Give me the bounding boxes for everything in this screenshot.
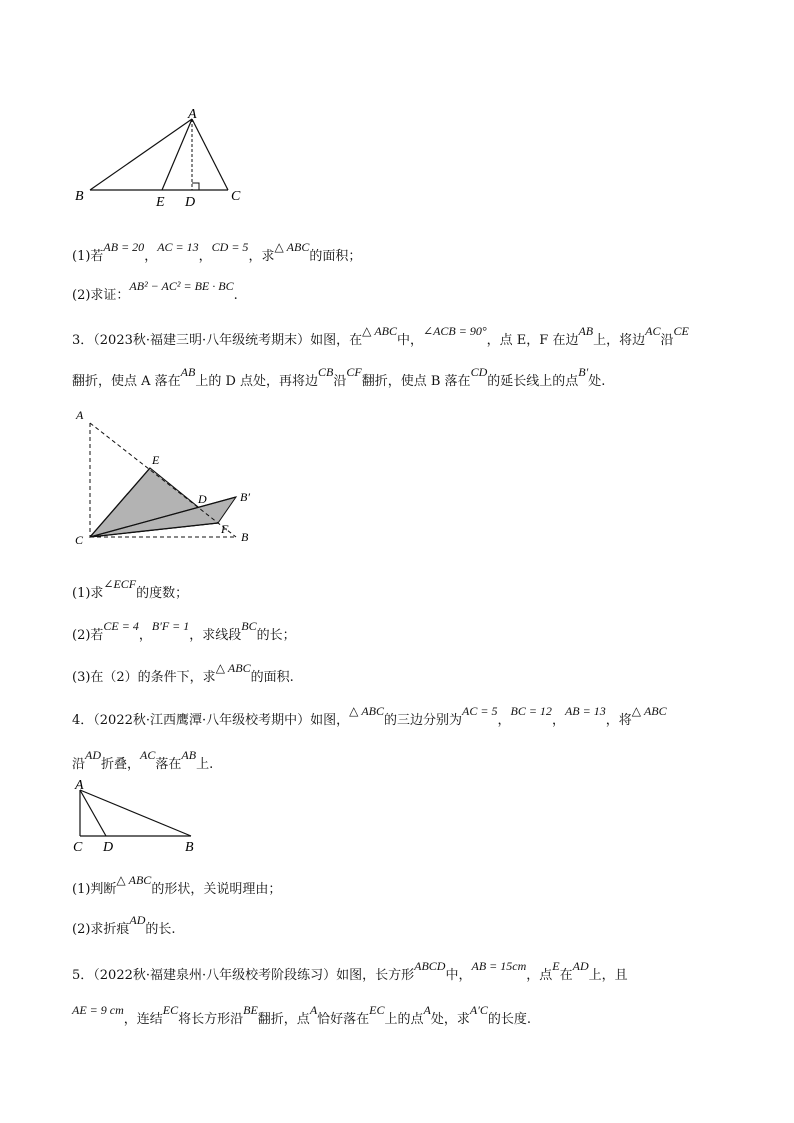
label-e: E	[156, 195, 165, 210]
label-b: B	[75, 189, 84, 204]
label-a: A	[75, 778, 84, 793]
label-d: D	[185, 195, 196, 210]
label-b: B	[241, 530, 249, 544]
label-a: A	[76, 408, 84, 422]
q2-part2: (2)求证：AB² − AC² = BE · BC.	[72, 279, 238, 303]
q4-stem-line2: 沿AD折叠，AC落在AB上.	[72, 748, 214, 772]
label-d: D	[103, 840, 114, 855]
q5-stem-line1: 5．（2022秋·福建泉州·八年级校考阶段练习）如图，长方形ABCD中，AB = 15cm，点E在AD上，且	[72, 959, 628, 983]
q5-stem-line2: AE = 9 cm，连结EC将长方形沿BE翻折，点A恰好落在EC上的点A处，求A′C的长度.	[72, 1003, 531, 1027]
q4-stem-line1: 4．（2022秋·江西鹰潭·八年级校考期中）如图，△ ABC的三边分别为AC = 5，BC = 12，AB = 13，将△ ABC	[72, 704, 667, 728]
q4-part1: (1)判断△ ABC的形状，关说明理由；	[72, 873, 282, 897]
label-e: E	[152, 453, 160, 467]
q3-part1: (1)求∠ECF的度数；	[72, 577, 189, 601]
q3-stem-line2: 翻折，使点 A 落在AB上的 D 点处，再将边CB沿CF翻折，使点 B 落在CD的延长线上的点B′处.	[72, 365, 606, 389]
label-a: A	[188, 107, 197, 122]
label-c: C	[75, 533, 84, 547]
q2-part1: (1)若AB = 20，AC = 13，CD = 5，求△ ABC的面积；	[72, 240, 362, 264]
q3-stem-line1: 3．（2023秋·福建三明·八年级统考期末）如图，在△ ABC中，∠ACB = 90°，点 E，F 在边AB上，将边AC沿CE	[72, 324, 689, 348]
label-f: F	[221, 522, 229, 536]
figure-triangle-abc-altitude	[70, 105, 260, 215]
label-b: B	[185, 840, 194, 855]
figure-folding-triangle	[70, 405, 270, 555]
figure-right-triangle-fold	[70, 775, 210, 855]
q4-part2: (2)求折痕AD的长.	[72, 913, 176, 937]
label-b-prime: B′	[240, 490, 250, 504]
label-c: C	[231, 189, 241, 204]
q3-part2: (2)若CE = 4，B′F = 1，求线段BC的长；	[72, 619, 296, 643]
label-d: D	[198, 492, 207, 506]
label-c: C	[73, 840, 83, 855]
q3-part3: (3)在（2）的条件下，求△ ABC的面积.	[72, 661, 294, 685]
